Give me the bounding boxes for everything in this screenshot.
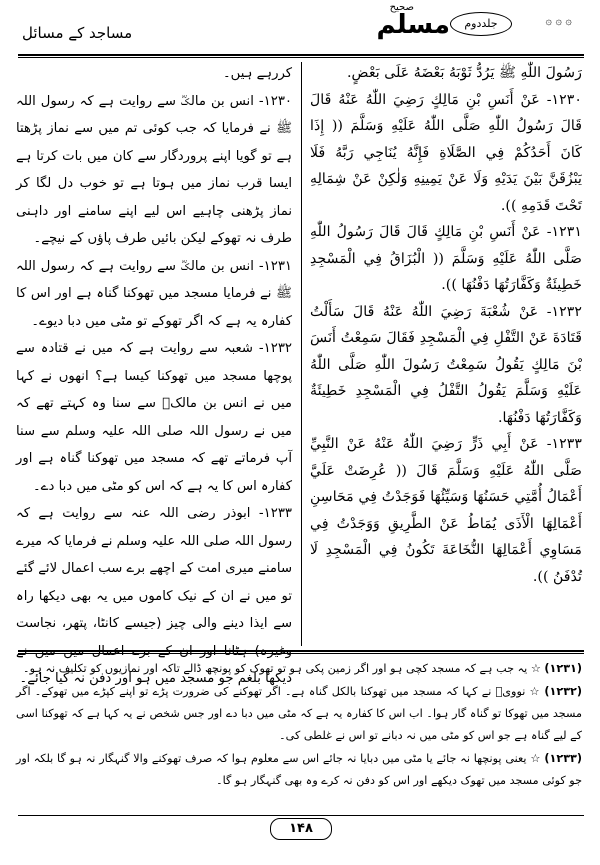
arabic-hadith-1231: ١٢٣١- عَنْ أَنَسِ بْنِ مَالِكٍ قَالَ قَالَ رَسُولُ اللّٰهِ صَلَّى اللّٰهُ عَلَيْهِ وَسَلَّمَ (( الْبُزَاقُ فِي الْمَسْجِدِ خَطِيئَةٌ وَكَفَّارَتُهَا دَفْنُهَا )). xyxy=(310,224,582,293)
ornament-icon: ۞ ۞ ۞ xyxy=(545,14,572,27)
book-title: مسلم xyxy=(376,10,450,40)
arabic-hadith-1233: ١٢٣٣- عَنْ أَبِي ذَرٍّ رَضِيَ اللّٰهُ عَنْهُ عَنْ النَّبِيِّ صَلَّى اللّٰهُ عَلَيْهِ وَسَلَّمَ قَالَ (( عُرِضَتْ عَلَيَّ أَعْمَالُ أُمَّتِي حَسَنُهَا وَسَيِّئُهَا فَوَجَدْتُ فِي مَحَاسِنِ أَعْمَالِهَا الْأَذَى يُمَاطُ عَنْ الطَّرِيقِ وَوَجَدْتُ فِي مَسَاوِي أَعْمَالِهَا النُّخَاعَةَ تَكُونُ فِي الْمَسْجِدِ لَا تُدْفَنُ )). xyxy=(310,436,582,585)
header-rule-thin xyxy=(18,57,584,58)
book-prefix: صحیح xyxy=(389,2,414,13)
footnote xyxy=(16,681,582,747)
arabic-column xyxy=(310,60,582,590)
footnote-text: ☆ نوویؒ نے کہا کہ مسجد میں تھوکنا بالکل گناہ ہے۔ اگر تھوکنے کی ضرورت پڑے تو اپنے کپڑے میں تھوکے۔ اگر مسجد میں تھوکا تو گناہ گار ہوا۔ اب اس کا کفارہ یہ ہے کہ مٹی میں دبا دے اور جس شخص نے یہ کہا ہے کہ تھوکنا اسی کے لیے گناہ ہے جو اس کو مٹی میں نہ دبانے تو اس نے غلطی کی۔ xyxy=(16,685,582,742)
chapter-title: مساجد کے مسائل xyxy=(22,24,133,42)
footnote xyxy=(16,658,582,680)
volume-badge: جلددوم xyxy=(450,12,512,36)
footnotes xyxy=(16,658,582,793)
footer-rule xyxy=(18,815,584,816)
column-divider xyxy=(301,62,302,646)
urdu-hadith-1233: ۱۲۳۳- ابوذر رضی اللہ عنہ سے روایت ہے کہ رسول اللہ صلی اللہ علیہ وسلم نے فرمایا کہ میرے سامنے میری امت کے اچھے برے سب اعمال لائے گئے تو میں نے ان کے نیک کاموں میں یہ بھی دیکھا راہ سے ایذا دینے والی چیز (جیسے کانٹا، پتھر، نجاست وغیرہ) ہٹانا اور ان کے برے اعمال میں میں نے دیکھا بلغم جو مسجد میں ہو اور دفن نہ کیا جائے۔ xyxy=(16,506,292,686)
footnote-text: ☆ یعنی پونچھا نہ جائے یا مٹی میں دبایا نہ جائے اس سے معلوم ہوا کہ صرف تھوکنے والا گنہگار نہ ہو گا بلکہ اور جو کوئی مسجد میں تھوک دیکھے اور اس کو دفن نہ کرے وہ بھی گنہگار ہو گا۔ xyxy=(16,752,582,787)
footnote-number: (۱۲۳۲) xyxy=(544,685,582,698)
book-logo xyxy=(362,2,572,48)
urdu-hadith-1231: ۱۲۳۱- انس بن مالکؓ سے روایت ہے کہ رسول اللہ ﷺ نے فرمایا مسجد میں تھوکنا گناہ ہے اور اس کا کفارہ یہ ہے کہ اگر تھوکے تو مٹی میں دبا دیوے۔ xyxy=(16,258,292,329)
header-rule xyxy=(18,54,584,56)
arabic-hadith-1232: ١٢٣٢- عَنْ شُعْبَةَ رَضِيَ اللّٰهُ عَنْهُ قَالَ سَأَلْتُ قَتَادَةَ عَنْ التَّفْلِ فِي الْمَسْجِدِ فَقَالَ سَمِعْتُ أَنَسَ بْنَ مَالِكٍ يَقُولُ سَمِعْتُ رَسُولَ اللّٰهِ صَلَّى اللّٰهُ عَلَيْهِ وَسَلَّمَ يَقُولُ التَّفْلُ فِي الْمَسْجِدِ خَطِيئَةٌ وَكَفَّارَتُهَا دَفْنُهَا. xyxy=(310,303,582,426)
footnote-rule xyxy=(18,650,584,652)
arabic-hadith-1230: ١٢٣٠- عَنْ أَنَسِ بْنِ مَالِكٍ رَضِيَ اللّٰهُ عَنْهُ قَالَ قَالَ رَسُولُ اللّٰهِ صَلَّى اللّٰهُ عَلَيْهِ وَسَلَّمَ (( إِذَا كَانَ أَحَدُكُمْ فِي الصَّلَاةِ فَإِنَّهُ يُنَاجِي رَبَّهُ فَلَا يَبْزُقَنَّ بَيْنَ يَدَيْهِ وَلَا عَنْ يَمِينِهِ وَلٰكِنْ عَنْ شِمَالِهِ تَحْتَ قَدَمِهِ )). xyxy=(310,91,582,214)
footnote-text: ☆ یہ جب ہے کہ مسجد کچی ہو اور اگر زمین پکی ہو تو تھوک کو پونچھ ڈالے تاکہ اور نمازیوں کو تکلیف نہ ہو۔ xyxy=(23,662,541,675)
urdu-hadith-1230: ۱۲۳۰- انس بن مالکؓ سے روایت ہے کہ رسول اللہ ﷺ نے فرمایا کہ جب کوئی تم میں سے نماز پڑھتا ہے تو گویا اپنے پروردگار سے کان میں بات کرتا ہے ایسا قرب نماز میں ہوتا ہے تو خوب دل لگا کر نماز پڑھنی چاہیے اس لیے اپنے سامنے اور داہنی طرف نہ تھوکے لیکن بائیں طرف پاؤں کے نیچے۔ xyxy=(16,93,292,246)
urdu-hadith-1232: ۱۲۳۲- شعبہ سے روایت ہے کہ میں نے قتادہ سے پوچھا مسجد میں تھوکنا کیسا ہے؟ انھوں نے کہا میں نے انس بن مالکؓ سے سنا وہ کہتے تھے کہ میں نے رسول اللہ صلی اللہ علیہ وسلم سے سنا آپ فرماتے تھے کہ مسجد میں تھوکنا گناہ ہے اور کفارہ اس کا یہ ہے کہ اس کو مٹی میں دبا دے۔ xyxy=(16,341,292,494)
page-header xyxy=(0,0,600,58)
footnote-number: (۱۲۳۳) xyxy=(544,752,582,765)
footnote-rule-thin xyxy=(18,653,584,654)
footnote xyxy=(16,748,582,792)
footnote-number: (۱۲۳۱) xyxy=(544,662,582,675)
urdu-column xyxy=(16,60,292,693)
arabic-paragraph: رَسُولَ اللّٰهِ ﷺ يَرُدُّ ثَوْبَهُ بَعْضَهُ عَلَى بَعْضٍ. xyxy=(347,65,582,81)
urdu-paragraph: کررہے ہیں۔ xyxy=(222,66,292,81)
page-number: ۱۴۸ xyxy=(270,818,332,840)
